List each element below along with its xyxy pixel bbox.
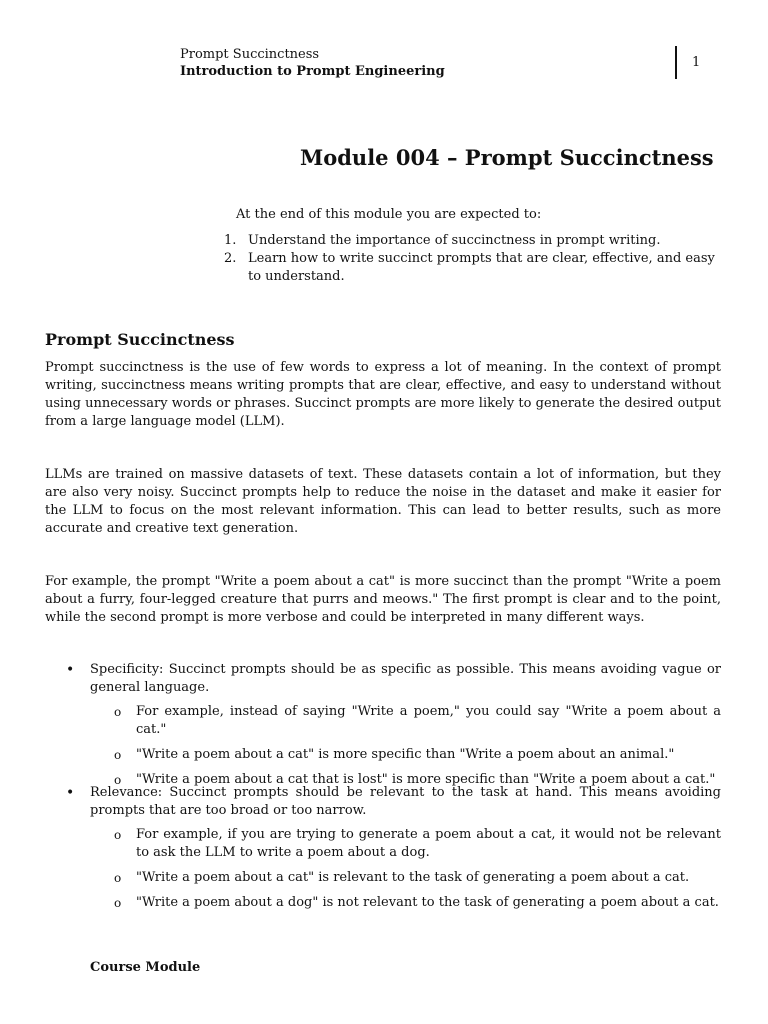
section-title: Prompt Succinctness	[45, 330, 235, 349]
bullet-item	[66, 784, 721, 912]
objective-number: 1.	[224, 233, 237, 248]
paragraph: Prompt succinctness is the use of few words to express a lot of meaning. In the context of prompt writing, succinctness means writing prompts that are clear, effective, and easy to understand without using unnecessary words or phrases. Succinct prompts are more likely to generate the desired output from a large language model (LLM).	[45, 360, 721, 429]
objective-item	[224, 250, 722, 286]
module-title: Module 004 – Prompt Succinctness	[300, 145, 714, 170]
sub-bullet-text: "Write a poem about a cat" is relevant to the task of generating a poem about a cat.	[136, 870, 690, 885]
sub-bullet-text: For example, instead of saying "Write a poem," you could say "Write a poem about a cat."	[136, 704, 721, 737]
circle-bullet-icon: o	[114, 773, 122, 787]
sub-bullet-text: "Write a poem about a cat" is more specific than "Write a poem about an animal."	[136, 747, 675, 762]
header-title: Introduction to Prompt Engineering	[180, 64, 445, 79]
bullet-item	[66, 661, 721, 789]
sub-bullet-item	[90, 869, 721, 887]
footer-course-module: Course Module	[90, 960, 201, 975]
objectives-intro: At the end of this module you are expected to:	[236, 207, 542, 222]
bullet-text: Relevance: Succinct prompts should be relevant to the task at hand. This means avoiding prompts that are too broad or too narrow.	[90, 785, 721, 818]
objective-number: 2.	[224, 251, 237, 266]
circle-bullet-icon: o	[114, 896, 122, 910]
circle-bullet-icon: o	[114, 748, 122, 762]
header-subtitle: Prompt Succinctness	[180, 47, 320, 62]
bullet-list-specificity	[66, 661, 721, 796]
objective-text: Understand the importance of succinctness in prompt writing.	[248, 233, 661, 248]
sub-bullet-list	[90, 826, 721, 912]
sub-bullet-text: For example, if you are trying to generate a poem about a cat, it would not be relevant to ask the LLM to write a poem about a dog.	[136, 827, 721, 860]
bullet-icon: •	[66, 785, 75, 801]
page-number: 1	[692, 55, 701, 70]
sub-bullet-item	[90, 894, 721, 912]
header-divider	[675, 46, 677, 79]
sub-bullet-text: "Write a poem about a dog" is not relevant to the task of generating a poem about a cat.	[136, 895, 719, 910]
sub-bullet-item	[90, 703, 721, 739]
sub-bullet-item	[90, 826, 721, 862]
objective-text: Learn how to write succinct prompts that are clear, effective, and easy to understand.	[248, 251, 715, 284]
circle-bullet-icon: o	[114, 871, 122, 885]
sub-bullet-item	[90, 746, 721, 764]
paragraph: LLMs are trained on massive datasets of text. These datasets contain a lot of information, but they are also very noisy. Succinct prompts help to reduce the noise in the dataset and make it easier for the LLM to focus on the most relevant information. This can lead to better results, such as more accurate and creative text generation.	[45, 467, 721, 536]
sub-bullet-list	[90, 703, 721, 789]
objective-item	[224, 232, 722, 250]
bullet-text: Specificity: Succinct prompts should be as specific as possible. This means avoiding vague or general language.	[90, 662, 721, 695]
bullet-list-relevance	[66, 784, 721, 919]
objectives-list	[224, 232, 722, 286]
bullet-icon: •	[66, 662, 75, 678]
circle-bullet-icon: o	[114, 828, 122, 842]
paragraph: For example, the prompt "Write a poem about a cat" is more succinct than the prompt "Write a poem about a furry, four-legged creature that purrs and meows." The first prompt is clear and to the point, while the second prompt is more verbose and could be interpreted in many different ways.	[45, 574, 721, 625]
sub-bullet-text: "Write a poem about a cat that is lost" is more specific than "Write a poem about a cat."	[136, 772, 716, 787]
circle-bullet-icon: o	[114, 705, 122, 719]
